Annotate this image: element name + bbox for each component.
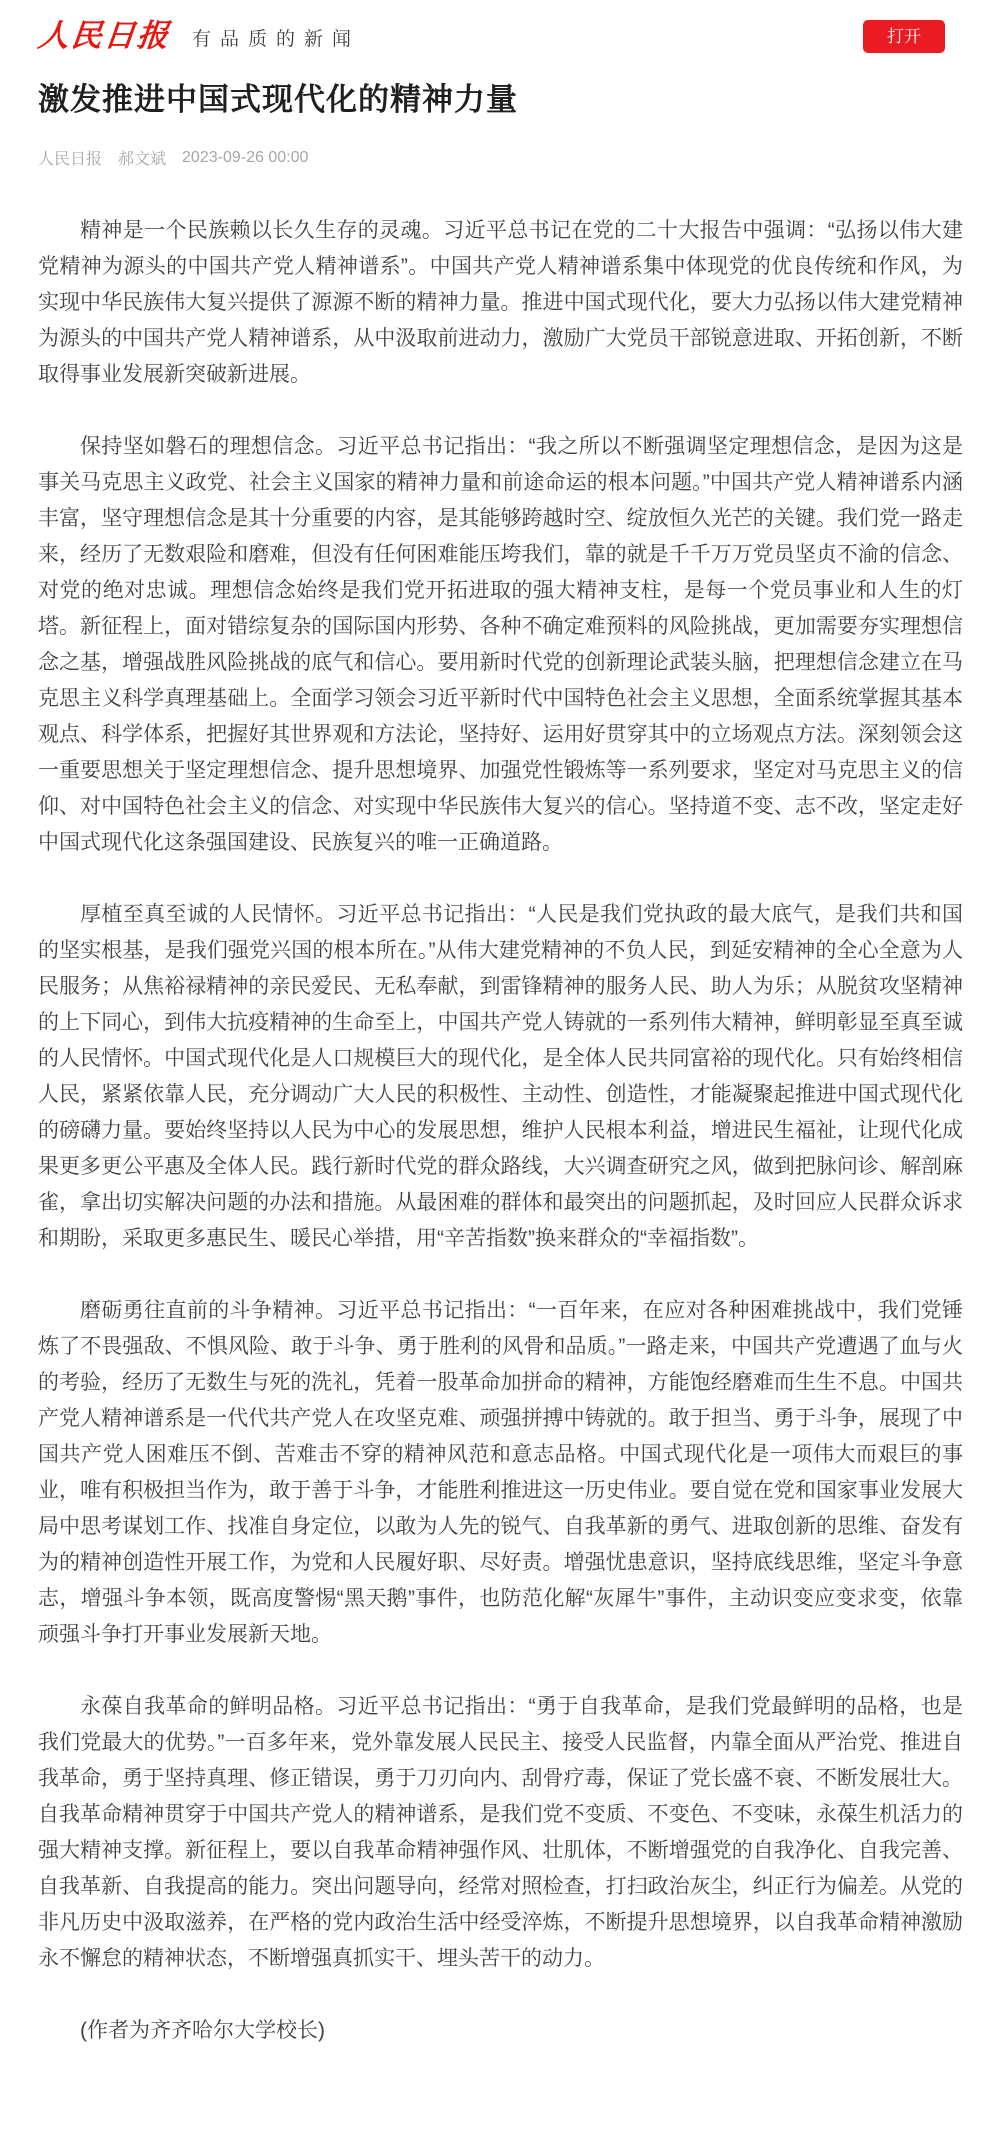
article-title: 激发推进中国式现代化的精神力量 <box>38 82 518 117</box>
paragraph: 保持坚如磐石的理想信念。习近平总书记指出：“我之所以不断强调坚定理想信念，是因为这是事关马克思主义政党、社会主义国家的精神力量和前途命运的根本问题。”中国共产党人精神谱系内涵丰富，坚守理想信念是其十分重要的内容，是其能够跨越时空、绽放恒久光芒的关键。我们党一路走来，经历了无数艰险和磨难，但没有任何困难能压垮我们，靠的就是千千万万党员坚贞不渝的信念、对党的绝对忠诚。理想信念始终是我们党开拓进取的强大精神支柱，是每一个党员事业和人生的灯塔。新征程上，面对错综复杂的国际国内形势、各种不确定难预料的风险挑战，更加需要夯实理想信念之基，增强战胜风险挑战的底气和信心。要用新时代党的创新理论武装头脑，把理想信念建立在马克思主义科学真理基础上。全面学习领会习近平新时代中国特色社会主义思想，全面系统掌握其基本观点、科学体系，把握好其世界观和方法论，坚持好、运用好贯穿其中的立场观点方法。深刻领会这一重要思想关于坚定理想信念、提升思想境界、加强党性锻炼等一系列要求，坚定对马克思主义的信仰、对中国特色社会主义的信念、对实现中华民族伟大复兴的信心。坚持道不变、志不改，坚定走好中国式现代化这条强国建设、民族复兴的唯一正确道路。 <box>38 435 963 855</box>
open-app-button[interactable]: 打开 <box>863 20 945 53</box>
paragraph: 精神是一个民族赖以长久生存的灵魂。习近平总书记在党的二十大报告中强调：“弘扬以伟大建党精神为源头的中国共产党人精神谱系”。中国共产党人精神谱系集中体现党的优良传统和作风，为实现中华民族伟大复兴提供了源源不断的精神力量。推进中国式现代化，要大力弘扬以伟大建党精神为源头的中国共产党人精神谱系，从中汲取前进动力，激励广大党员干部锐意进取、开拓创新，不断取得事业发展新突破新进展。 <box>38 219 963 387</box>
author-note: (作者为齐齐哈尔大学校长) <box>80 2019 325 2043</box>
byline-author: 郝文斌 <box>118 151 167 169</box>
site-tagline: 有品质的新闻 <box>192 28 361 50</box>
paragraph: 厚植至真至诚的人民情怀。习近平总书记指出：“人民是我们党执政的最大底气，是我们共和国的坚实根基，是我们强党兴国的根本所在。”从伟大建党精神的不负人民，到延安精神的全心全意为人民服务；从焦裕禄精神的亲民爱民、无私奉献，到雷锋精神的服务人民、助人为乐；从脱贫攻坚精神的上下同心，到伟大抗疫精神的生命至上，中国共产党人铸就的一系列伟大精神，鲜明彰显至真至诚的人民情怀。中国式现代化是人口规模巨大的现代化，是全体人民共同富裕的现代化。只有始终相信人民，紧紧依靠人民，充分调动广大人民的积极性、主动性、创造性，才能凝聚起推进中国式现代化的磅礴力量。要始终坚持以人民为中心的发展思想，维护人民根本利益，增进民生福祉，让现代化成果更多更公平惠及全体人民。践行新时代党的群众路线，大兴调查研究之风，做到把脉问诊、解剖麻雀，拿出切实解决问题的办法和措施。从最困难的群体和最突出的问题抓起，及时回应人民群众诉求和期盼，采取更多惠民生、暖民心举措，用“辛苦指数”换来群众的“幸福指数”。 <box>38 903 963 1251</box>
masthead-link[interactable] <box>36 17 361 54</box>
paragraph: 永葆自我革命的鲜明品格。习近平总书记指出：“勇于自我革命，是我们党最鲜明的品格，也是我们党最大的优势。”一百多年来，党外靠发展人民民主、接受人民监督，内靠全面从严治党、推进自我革命，勇于坚持真理、修正错误，勇于刀刃向内、刮骨疗毒，保证了党长盛不衰、不断发展壮大。自我革命精神贯穿于中国共产党人的精神谱系，是我们党不变质、不变色、不变味，永葆生机活力的强大精神支撑。新征程上，要以自我革命精神强作风、壮肌体，不断增强党的自我净化、自我完善、自我革新、自我提高的能力。突出问题导向，经常对照检查，打扫政治灰尘，纠正行为偏差。从党的非凡历史中汲取滋养，在严格的党内政治生活中经受淬炼，不断提升思想境界，以自我革命精神激励永不懈怠的精神状态，不断增强真抓实干、埋头苦干的动力。 <box>38 1695 963 1971</box>
article-body <box>38 213 963 1977</box>
peoples-daily-logo[interactable]: 人民日报 <box>36 17 172 54</box>
byline <box>38 146 963 169</box>
byline-datetime: 2023-09-26 00:00 <box>182 148 309 166</box>
byline-source: 人民日报 <box>38 151 103 169</box>
site-header <box>0 0 1001 58</box>
paragraph: 磨砺勇往直前的斗争精神。习近平总书记指出：“一百年来，在应对各种困难挑战中，我们党锤炼了不畏强敌、不惧风险、敢于斗争、勇于胜利的风骨和品质。”一路走来，中国共产党遭遇了血与火的考验，经历了无数生与死的洗礼，凭着一股革命加拼命的精神，方能饱经磨难而生生不息。中国共产党人精神谱系是一代代共产党人在攻坚克难、顽强拼搏中铸就的。敢于担当、勇于斗争，展现了中国共产党人困难压不倒、苦难击不穿的精神风范和意志品格。中国式现代化是一项伟大而艰巨的事业，唯有积极担当作为，敢于善于斗争，才能胜利推进这一历史伟业。要自觉在党和国家事业发展大局中思考谋划工作、找准自身定位，以敢为人先的锐气、自我革新的勇气、进取创新的思维、奋发有为的精神创造性开展工作，为党和人民履好职、尽好责。增强忧患意识，坚持底线思维，坚定斗争意志，增强斗争本领，既高度警惕“黑天鹅”事件，也防范化解“灰犀牛”事件，主动识变应变求变，依靠顽强斗争打开事业发展新天地。 <box>38 1299 963 1647</box>
